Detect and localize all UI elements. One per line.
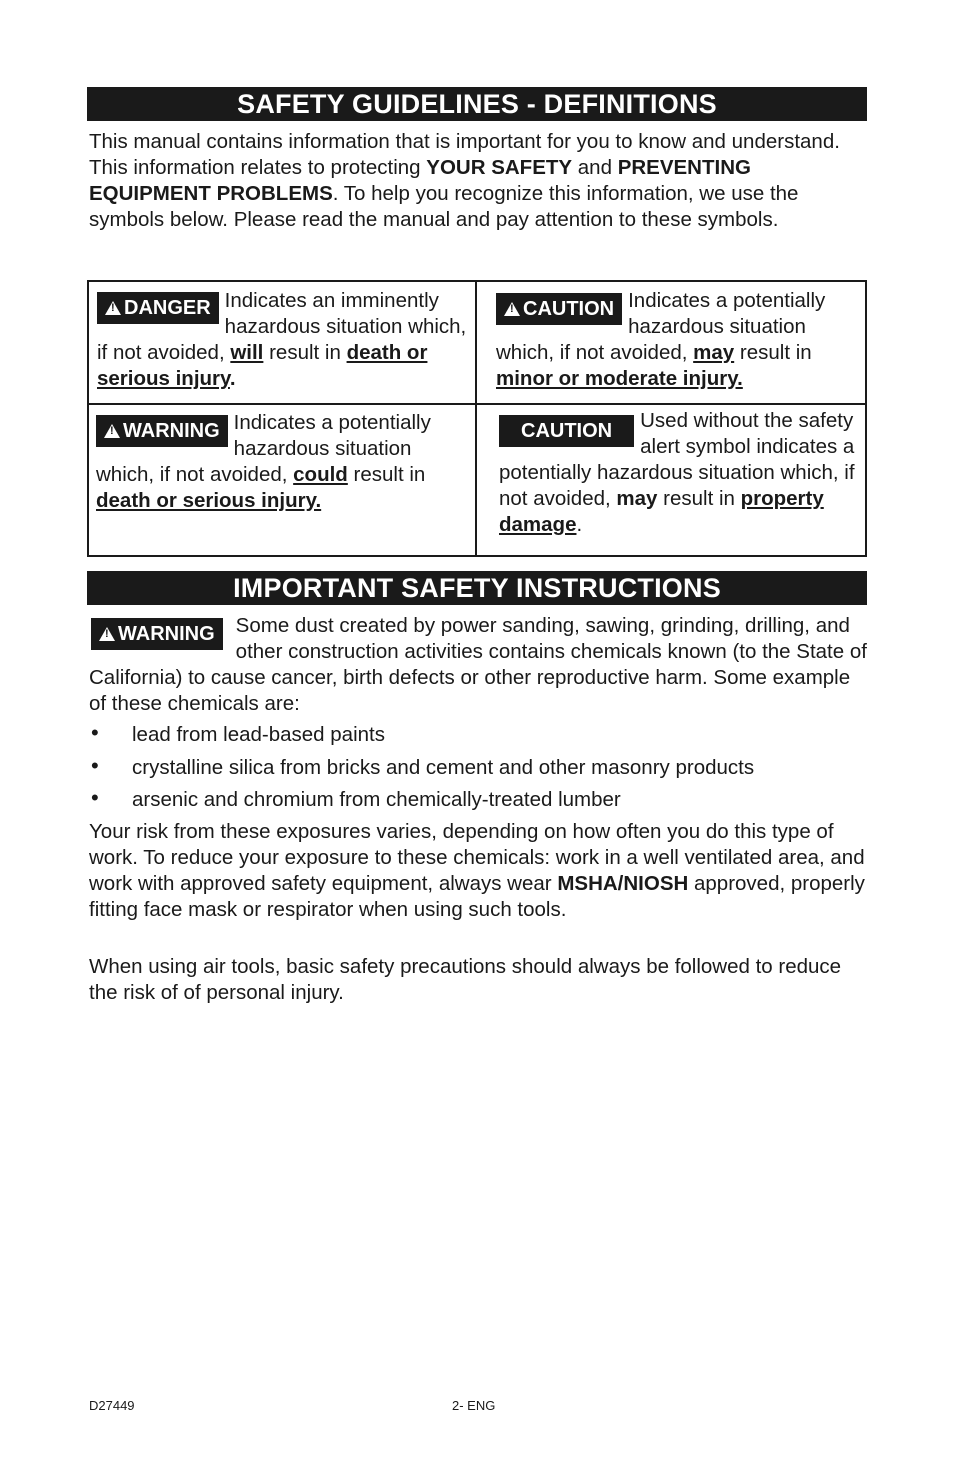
model-number: D27449 (89, 1398, 135, 1413)
definition-warning: !WARNING Indicates a potentially hazardous situation which, if not avoided, could result in death or serious injury. (96, 410, 466, 514)
definitions-table (87, 280, 867, 557)
intro-emphasis-safety: YOUR SAFETY (426, 156, 573, 179)
alert-triangle-icon (99, 627, 115, 641)
caution-alert-label: !CAUTION (496, 293, 622, 325)
warning-paragraph (89, 613, 869, 717)
closing-paragraph: When using air tools, basic safety precautions should always be followed to reduce the risk of of personal injury. (89, 955, 842, 1004)
definition-caution-plain: CAUTION Used without the safety alert symbol indicates a potentially hazardous situation which, if not avoided, may result in property damage. (499, 409, 855, 536)
definition-caution-alert: !CAUTION Indicates a potentially hazardous situation which, if not avoided, may result in minor or moderate injury. (496, 288, 861, 392)
list-item: • lead from lead-based paints (91, 720, 385, 746)
bullet-icon: • (91, 752, 99, 778)
intro-paragraph (89, 129, 869, 233)
chemical-list (89, 722, 869, 820)
list-item: • crystalline silica from bricks and cement and other masonry products (91, 752, 755, 779)
section-title-safety-guidelines: SAFETY GUIDELINES - DEFINITIONS (87, 87, 867, 121)
bullet-icon: • (91, 785, 99, 810)
alert-triangle-icon (504, 302, 520, 316)
table-divider (89, 403, 865, 405)
warning-label: !WARNING (91, 618, 223, 650)
section-title-important-safety: IMPORTANT SAFETY INSTRUCTIONS (87, 571, 867, 605)
list-item: • arsenic and chromium from chemically-treated lumber (91, 785, 621, 811)
alert-triangle-icon (105, 301, 121, 315)
risk-paragraph: Your risk from these exposures varies, depending on how often you do this type of work. To reduce your exposure to these chemicals: work in a well ventilated area, and work with approved safety equipment, always wear MSHA/NIOSH approved, properly fitting face mask or respirator when using such tools. (89, 820, 865, 921)
warning-label: !WARNING (96, 415, 228, 447)
intro-text: and (572, 156, 618, 179)
bullet-icon: • (91, 720, 99, 745)
warning-text: Some dust created by power sanding, sawing, grinding, drilling, and other construction activities contains chemicals known (to the State of California) to cause cancer, birth defects or other reproductive harm. Some example of these chemicals are: (89, 614, 867, 715)
intro-text: This manual contains information that is important for you to know and understand. This information relates to protecting (89, 130, 840, 179)
danger-label: !DANGER (97, 292, 219, 324)
definition-danger: !DANGER Indicates an imminently hazardous situation which, if not avoided, will result in death or serious injury. (97, 288, 467, 392)
intro-text: . To help you recognize this information, we use the symbols below. Please read the manual and pay attention to these symbols. (89, 182, 799, 231)
alert-triangle-icon (104, 424, 120, 438)
table-divider (475, 282, 477, 555)
page-number: 2- ENG (452, 1398, 496, 1413)
caution-plain-label: CAUTION (499, 415, 634, 447)
intro-emphasis-equipment: PREVENTING EQUIPMENT PROBLEMS (89, 156, 751, 205)
